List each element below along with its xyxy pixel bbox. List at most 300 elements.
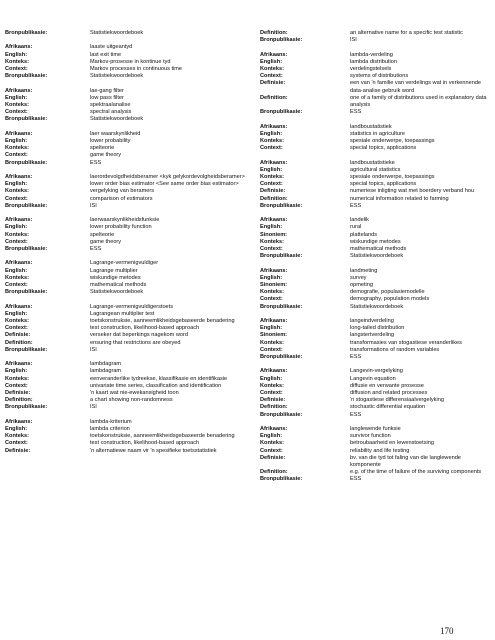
field-value: ESS — [350, 476, 362, 483]
field-label: Sinoniem: — [260, 231, 288, 238]
field-label: Definisie: — [5, 447, 31, 454]
field-label: Context: — [5, 282, 28, 289]
entry-row — [5, 347, 247, 354]
glossary-entry — [5, 88, 247, 124]
entry-row — [5, 340, 247, 347]
field-label: Bronpublikasie: — [5, 30, 48, 36]
entry-row — [260, 275, 492, 282]
field-value: opmeting — [350, 282, 374, 289]
field-label: Konteks: — [260, 66, 284, 72]
field-label: Afrikaans: — [5, 260, 33, 267]
entry-row — [5, 390, 247, 397]
field-value: lambda-kriterium — [90, 418, 132, 425]
field-value: landboustatistiek — [350, 123, 392, 130]
entry-row — [260, 397, 492, 404]
field-label: English: — [5, 181, 28, 188]
entry-row — [260, 340, 492, 347]
glossary-entry — [260, 217, 492, 260]
entry-row — [260, 347, 492, 354]
entry-row — [5, 325, 247, 332]
entry-row — [260, 246, 492, 253]
entry-row — [260, 282, 492, 289]
field-label: English: — [5, 51, 28, 58]
field-label: Bronpublikasie: — [260, 109, 303, 116]
field-value: spektraalanalise — [90, 102, 131, 108]
field-label: Afrikaans: — [260, 123, 288, 130]
field-label: Context: — [260, 390, 283, 397]
field-label: Konteks: — [260, 339, 284, 346]
field-label: Context: — [260, 181, 283, 188]
field-value: Lagrange-vermenigvuldigerstoets — [90, 303, 174, 310]
entry-row — [5, 196, 247, 203]
field-value: ESS — [350, 109, 362, 116]
field-label: Afrikaans: — [260, 267, 288, 274]
entry-row — [5, 419, 247, 426]
field-label: Bronpublikasie: — [5, 289, 48, 296]
left-column — [5, 30, 247, 462]
field-label: Context: — [5, 152, 28, 159]
page-number: 170 — [440, 626, 454, 636]
field-value: ensuring that restrictions are obeyed — [90, 339, 181, 346]
field-label: English: — [5, 368, 28, 375]
field-label: Bronpublikasie: — [260, 411, 303, 418]
entry-row — [260, 469, 492, 476]
entry-row — [260, 73, 492, 80]
field-label: Bronpublikasie: — [260, 37, 303, 44]
glossary-entry — [260, 52, 492, 117]
field-label: Context: — [260, 145, 283, 152]
field-label: Definition: — [260, 94, 288, 101]
field-value: een van 'n familie van verdelings wat in verkennende data-analise gebruik word — [350, 80, 482, 94]
entry-row — [5, 66, 247, 73]
field-label: Sinoniem: — [260, 332, 288, 339]
field-label: Bronpublikasie: — [5, 116, 48, 123]
field-label: English: — [260, 375, 283, 382]
field-value: lambda-verdeling — [350, 51, 393, 58]
field-value: landboustatistieke — [350, 159, 395, 166]
entry-row — [260, 440, 492, 447]
field-value: an alternative name for a specific test statistic — [350, 30, 463, 36]
field-label: Definition: — [260, 469, 288, 476]
field-value: lambda distribution — [350, 58, 397, 65]
field-value: ISI — [90, 202, 97, 209]
field-value: lambdagram — [90, 368, 122, 375]
field-label: Konteks: — [5, 318, 29, 325]
entry-row — [260, 232, 492, 239]
field-label: Definisie: — [260, 80, 286, 87]
field-label: English: — [5, 224, 28, 231]
entry-row — [5, 174, 247, 181]
field-value: Statistiekwoordeboek — [350, 253, 404, 260]
field-label: Konteks: — [260, 382, 284, 389]
field-value: mathematical methods — [90, 282, 147, 289]
field-value: special topics, applications — [350, 181, 417, 188]
field-value: landmeting — [350, 267, 378, 274]
field-label: Afrikaans: — [5, 130, 33, 137]
glossary-entry — [5, 260, 247, 296]
field-label: Afrikaans: — [5, 418, 33, 425]
field-value: survivor function — [350, 433, 391, 440]
field-value: ESS — [350, 411, 362, 418]
entry-row — [260, 59, 492, 66]
entry-row — [260, 174, 492, 181]
field-label: Sinoniem: — [260, 282, 288, 289]
field-value: a chart showing non-randomness — [90, 397, 173, 404]
field-label: Afrikaans: — [5, 361, 33, 368]
field-value: ISI — [350, 37, 357, 44]
field-label: Afrikaans: — [260, 217, 288, 224]
entry-row — [260, 433, 492, 440]
entry-row — [260, 318, 492, 325]
field-value: diffusion and related processes — [350, 390, 428, 397]
glossary-entry — [260, 160, 492, 210]
entry-row — [5, 289, 247, 296]
field-value: laaste uitgeantyd — [90, 44, 133, 51]
field-value: Lagrange multiplier — [90, 267, 138, 274]
entry-row — [5, 376, 247, 383]
field-value: demography, population models — [350, 296, 430, 303]
field-value: bv. van die tyd tot faling van die langlewende komponente — [350, 454, 461, 469]
field-value: numerical information related to farming — [350, 195, 449, 202]
field-value: diffusie en verwante prosesse — [350, 382, 424, 389]
field-label: Konteks: — [5, 102, 29, 108]
field-value: test construction, likelihood-based approach — [90, 440, 200, 447]
entry-row — [5, 426, 247, 433]
field-value: rural — [350, 224, 362, 231]
entry-row — [260, 289, 492, 296]
entry-row — [260, 383, 492, 390]
glossary-entry — [5, 44, 247, 80]
field-value: lower order bias estimator <See same order bias estimator> — [90, 181, 239, 188]
field-label: Definisie: — [5, 390, 31, 397]
field-label: Context: — [5, 238, 28, 245]
glossary-entry — [5, 419, 247, 455]
field-label: English: — [260, 224, 283, 231]
field-value: long-tailed distribution — [350, 325, 405, 332]
field-value: agricultural statistics — [350, 166, 401, 173]
entry-row — [5, 52, 247, 59]
entry-row — [260, 138, 492, 145]
field-label: Bronpublikasie: — [5, 404, 48, 411]
field-value: langstertverdeling — [350, 332, 395, 339]
entry-row — [5, 368, 247, 375]
field-value: spelteorie — [90, 231, 115, 238]
entry-row — [260, 66, 492, 73]
entry-row — [5, 311, 247, 318]
field-value: lambda criterion — [90, 426, 130, 433]
entry-row — [5, 246, 247, 253]
entry-row — [5, 318, 247, 325]
field-label: Definition: — [5, 339, 33, 346]
field-label: Bronpublikasie: — [260, 202, 303, 209]
field-label: Definition: — [260, 195, 288, 202]
field-label: Konteks: — [5, 375, 29, 382]
field-value: landelik — [350, 217, 369, 224]
field-label: Definition: — [260, 30, 288, 36]
field-label: Context: — [5, 195, 28, 202]
field-label: Context: — [5, 440, 28, 447]
field-label: Konteks: — [260, 238, 284, 245]
field-value: toetskonstruksie, aanneemlikheidsgebaseerde benadering — [90, 433, 235, 440]
entry-row — [5, 433, 247, 440]
field-label: Konteks: — [260, 289, 284, 296]
field-value: last exit time — [90, 51, 122, 58]
field-value: wiskundige metodes — [350, 238, 401, 245]
entry-row — [260, 188, 492, 195]
field-value: Lagrange-vermenigvuldiger — [90, 260, 159, 267]
field-value: Statistiekwoordeboek — [90, 73, 144, 80]
field-value: ESS — [90, 159, 102, 166]
entry-row — [260, 239, 492, 246]
field-value: survey — [350, 274, 367, 281]
field-value: lower probability function — [90, 224, 152, 231]
right-column — [260, 30, 492, 491]
field-value: vergelyking van beramers — [90, 188, 155, 195]
entry-row — [5, 224, 247, 231]
entry-row — [260, 196, 492, 203]
entry-row — [260, 268, 492, 275]
field-value: Markov processes in continuous time — [90, 66, 183, 72]
entry-row — [5, 88, 247, 95]
field-value: transformasies van stogastiese veranderlikes — [350, 339, 462, 346]
entry-row — [260, 167, 492, 174]
entry-row — [5, 145, 247, 152]
field-value: comparison of estimators — [90, 195, 153, 202]
field-value: langeindverdeling — [350, 318, 394, 325]
field-label: Bronpublikasie: — [5, 159, 48, 166]
field-value: spesiale onderwerpe, toepassings — [350, 174, 435, 181]
glossary-entry — [260, 426, 492, 484]
field-value: Langevin-vergelyking — [350, 368, 403, 375]
field-label: Bronpublikasie: — [260, 476, 303, 483]
field-value: wiskundige metodes — [90, 274, 141, 281]
field-value: ESS — [90, 246, 102, 253]
glossary-entry — [260, 318, 492, 361]
field-value: lambdagram — [90, 361, 122, 368]
entry-row — [260, 296, 492, 303]
entry-row — [260, 217, 492, 224]
field-label: English: — [5, 138, 28, 144]
field-label: Context: — [260, 246, 283, 253]
entry-row — [5, 73, 247, 80]
entry-row — [260, 448, 492, 455]
entry-row — [5, 116, 247, 123]
field-value: laerwaarskynlikheidsfunksie — [90, 217, 160, 224]
field-value: systems of distributions — [350, 73, 409, 80]
field-label: Context: — [5, 109, 28, 116]
field-value: ISI — [90, 346, 97, 353]
field-value: spectral analysis — [90, 109, 132, 116]
entry-row — [260, 253, 492, 260]
glossary-entry — [260, 124, 492, 153]
field-value: langlewende funksie — [350, 426, 401, 433]
field-value: spelteorie — [90, 145, 115, 152]
field-label: English: — [260, 325, 283, 332]
entry-row — [260, 30, 492, 37]
field-label: English: — [260, 58, 283, 65]
entry-row — [5, 404, 247, 411]
entry-row — [260, 368, 492, 375]
field-value: numeriese inligting wat met boerdery verband hou — [350, 188, 475, 195]
field-value: special topics, applications — [350, 145, 417, 152]
field-label: Konteks: — [260, 138, 284, 145]
glossary-entry — [5, 131, 247, 167]
field-label: English: — [260, 130, 283, 137]
field-label: Bronpublikasie: — [5, 246, 48, 253]
field-value: Lagrangean multiplier test — [90, 310, 155, 317]
field-label: Context: — [5, 382, 28, 389]
field-label: Afrikaans: — [5, 217, 33, 224]
entry-row — [5, 383, 247, 390]
field-value: laer waarskynlikheid — [90, 130, 141, 137]
field-value: ISI — [90, 404, 97, 411]
glossary-entry — [5, 174, 247, 210]
entry-row — [260, 332, 492, 339]
field-value: verseker dat beperkings nagekom word — [90, 332, 188, 339]
field-label: Afrikaans: — [260, 318, 288, 325]
entry-row — [260, 304, 492, 311]
entry-row — [260, 354, 492, 361]
field-label: Definisie: — [260, 188, 286, 195]
entry-row — [260, 181, 492, 188]
field-label: Konteks: — [5, 274, 29, 281]
field-label: English: — [260, 274, 283, 281]
field-label: English: — [260, 433, 283, 440]
entry-row — [5, 59, 247, 66]
entry-row — [5, 131, 247, 138]
entry-row — [5, 109, 247, 116]
entry-row — [5, 282, 247, 289]
field-value: lower probability — [90, 138, 131, 144]
field-value: mathematical methods — [350, 246, 407, 253]
field-label: Bronpublikasie: — [260, 303, 303, 310]
entry-row — [5, 217, 247, 224]
entry-row — [5, 239, 247, 246]
field-label: Context: — [260, 447, 283, 454]
field-label: Afrikaans: — [5, 44, 33, 51]
entry-row — [5, 203, 247, 210]
entry-row — [5, 361, 247, 368]
entry-row — [5, 304, 247, 311]
field-label: Context: — [260, 73, 283, 80]
field-value: eenveranderlike tydreekse, klassifikasie en identifikasie — [90, 375, 228, 382]
field-label: English: — [5, 94, 28, 101]
field-value: Statistiekwoordeboek — [90, 116, 144, 123]
field-value: spesiale onderwerpe, toepassings — [350, 138, 435, 145]
entry-row — [260, 52, 492, 59]
field-value: stochastic differential equation — [350, 404, 426, 411]
field-value: 'n alternatiewe naam vir 'n spesifieke toetsstatistiek — [90, 447, 217, 454]
field-label: Konteks: — [5, 188, 29, 195]
field-label: Konteks: — [5, 58, 29, 65]
field-value: ESS — [350, 202, 362, 209]
entry-row — [260, 131, 492, 138]
field-value: univariate time series, classification and identification — [90, 382, 222, 389]
entry-row — [260, 145, 492, 152]
field-label: Konteks: — [260, 174, 284, 181]
entry-row — [5, 188, 247, 195]
entry-row — [5, 30, 247, 37]
entry-row — [260, 390, 492, 397]
field-label: Definisie: — [260, 397, 286, 404]
entry-row — [260, 160, 492, 167]
field-label: Definisie: — [260, 454, 286, 461]
field-label: Afrikaans: — [5, 87, 33, 94]
field-label: Context: — [260, 346, 283, 353]
field-value: 'n kaart wat nie-ewekansigheid toon — [90, 390, 179, 397]
field-label: English: — [5, 310, 28, 317]
field-value: Langevin equation — [350, 375, 396, 382]
glossary-entry — [5, 217, 247, 253]
field-label: English: — [5, 267, 28, 274]
field-value: game theory — [90, 238, 122, 245]
glossary-entry — [5, 361, 247, 411]
entry-row — [260, 37, 492, 44]
entry-row — [5, 397, 247, 404]
entry-row — [260, 95, 492, 109]
entry-row — [5, 181, 247, 188]
field-label: Afrikaans: — [260, 51, 288, 58]
entry-row — [5, 138, 247, 145]
field-value: plattelands — [350, 231, 378, 238]
field-value: betroubaarheid en lewenstoetsing — [350, 440, 434, 447]
field-value: Statistiekwoordeboek — [350, 303, 404, 310]
field-value: demografie, populasiemodelle — [350, 289, 425, 296]
field-label: Konteks: — [5, 145, 29, 152]
field-label: Afrikaans: — [260, 368, 288, 375]
entry-row — [5, 102, 247, 109]
field-label: Afrikaans: — [5, 174, 33, 180]
entry-row — [260, 124, 492, 131]
field-label: Definisie: — [5, 332, 31, 339]
entry-row — [260, 412, 492, 419]
entry-row — [260, 109, 492, 116]
glossary-entry — [5, 30, 247, 37]
entry-row — [260, 325, 492, 332]
field-label: Definition: — [5, 397, 33, 404]
field-value: test construction, likelihood-based approach — [90, 325, 200, 332]
field-label: Konteks: — [5, 231, 29, 238]
field-label: Bronpublikasie: — [260, 253, 303, 260]
field-label: Konteks: — [260, 440, 284, 447]
entry-row — [5, 152, 247, 159]
field-label: Bronpublikasie: — [5, 346, 48, 353]
field-label: Bronpublikasie: — [5, 202, 48, 209]
field-value: one of a family of distributions used in explanatory data analysis — [350, 94, 487, 109]
entry-row — [5, 440, 247, 447]
glossary-entry — [260, 368, 492, 418]
field-value: Markov-prosesse in kontinue tyd — [90, 58, 171, 65]
field-value: laerordevolgdheidsberamer <kyk gelykordevolgheidsberamer> — [90, 174, 245, 180]
field-label: Bronpublikasie: — [5, 73, 48, 80]
entry-row — [260, 404, 492, 411]
field-value: transformations of random variables — [350, 346, 440, 353]
entry-row — [5, 332, 247, 339]
field-value: statistics in agriculture — [350, 130, 406, 137]
entry-row — [260, 224, 492, 231]
entry-row — [5, 160, 247, 167]
glossary-entry — [5, 304, 247, 354]
entry-row — [5, 268, 247, 275]
field-value: 'n stogastiese differensiaalvergelyking — [350, 397, 444, 404]
entry-row — [5, 260, 247, 267]
field-value: e.g. of the time of failure of the surviving components — [350, 469, 482, 476]
field-label: Context: — [5, 66, 28, 72]
field-value: low pass filter — [90, 94, 124, 101]
field-label: Definition: — [260, 404, 288, 411]
field-value: Statistiekwoordeboek — [90, 289, 144, 296]
field-label: Context: — [260, 296, 283, 303]
